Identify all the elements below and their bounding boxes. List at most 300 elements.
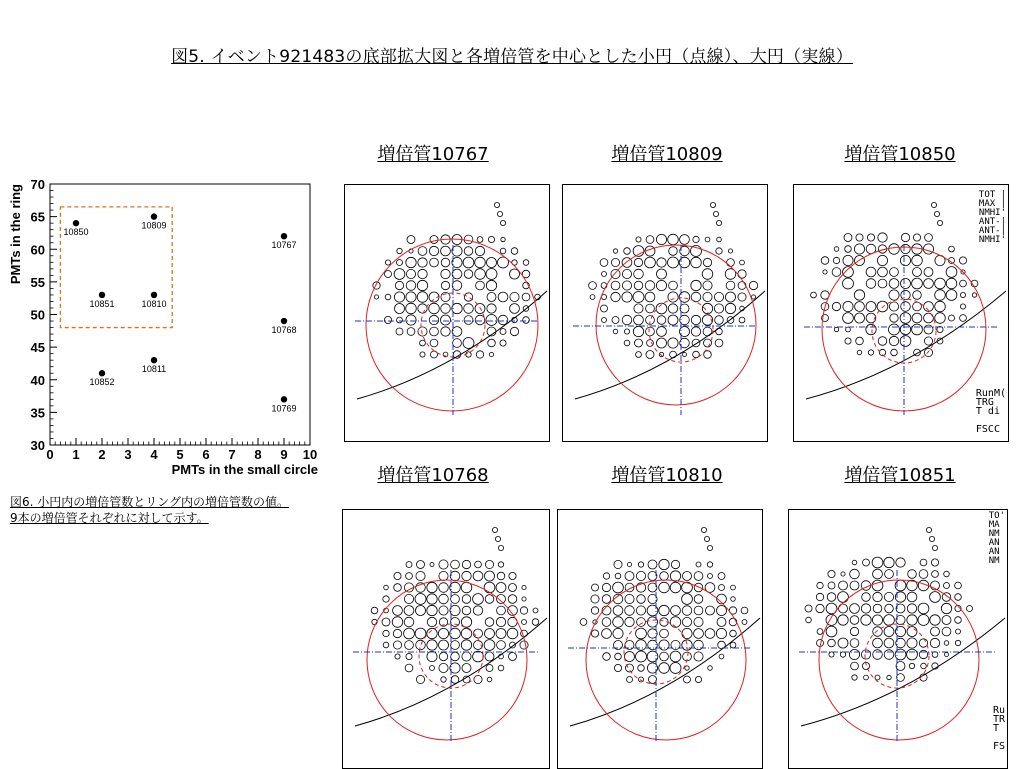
pmt-hit-circle [580, 619, 587, 626]
pmt-hit-circle [637, 618, 646, 627]
pmt-hit-circle [417, 280, 427, 290]
pmt-hit-circle [908, 570, 917, 579]
pmt-hit-circle [383, 596, 389, 602]
x-tick-label: 8 [254, 447, 262, 462]
pmt-hit-circle [884, 650, 894, 660]
pmt-hit-circle [406, 257, 416, 267]
pmt-hit-circle [680, 235, 690, 245]
pmt-hit-circle [500, 220, 505, 225]
pmt-hit-circle [945, 653, 949, 657]
pmt-hit-circle [816, 593, 823, 600]
pmt-hit-circle [625, 572, 634, 581]
pmt-hit-circle [441, 258, 450, 267]
pmt-hit-circle [715, 339, 723, 347]
pmt-hit-circle [838, 638, 848, 648]
pmt-hit-circle [725, 303, 735, 313]
pmt-hit-circle [931, 202, 936, 207]
pmt-hit-circle [855, 313, 865, 323]
pmt-hit-circle [856, 337, 864, 345]
pmt-hit-circle [668, 338, 678, 348]
pmt-hit-circle [498, 665, 504, 671]
pmt-hit-circle [889, 336, 898, 345]
pmt-hit-circle [474, 629, 483, 638]
pmt-hit-circle [718, 573, 725, 580]
pmt-hit-circle [705, 237, 710, 242]
pmt-hit-circle [844, 234, 852, 242]
pmt-hit-circle [603, 653, 611, 661]
pmt-hit-circle [612, 317, 619, 324]
pmt-hit-circle [838, 592, 849, 603]
pmt-hit-circle [634, 269, 644, 279]
pmt-hit-circle [913, 291, 922, 300]
boundary-curve [806, 291, 1006, 399]
pmt-hit-circle [497, 606, 506, 615]
pmt-hit-circle [497, 595, 506, 604]
pmt-hit-circle [862, 593, 871, 602]
pmt-hit-circle [494, 202, 499, 207]
pmt-hit-circle [931, 627, 940, 636]
pmt-hit-circle [930, 592, 941, 603]
data-point-10768 [281, 318, 287, 324]
pmt-hit-circle [935, 278, 946, 289]
pmt-hit-circle [828, 570, 835, 577]
pmt-hit-circle [485, 629, 495, 639]
pmt-hit-circle [613, 617, 624, 628]
event-panel-10851 [788, 509, 1008, 769]
pmt-hit-circle [406, 573, 413, 580]
pmt-hit-circle [843, 267, 854, 278]
pmt-hit-circle [907, 627, 917, 637]
pmt-hit-circle [451, 560, 460, 569]
pmt-hit-circle [694, 583, 703, 592]
pmt-hit-circle [873, 638, 883, 648]
pmt-hit-circle [873, 650, 883, 660]
pmt-hit-circle [710, 202, 715, 207]
pmt-hit-circle [682, 617, 691, 626]
pmt-hit-circle [889, 290, 899, 300]
pmt-hit-circle [416, 571, 425, 580]
pmt-hit-circle [937, 220, 942, 225]
event-panel-10810 [557, 509, 763, 769]
pmt-hit-circle [394, 584, 402, 592]
pmt-hit-circle [406, 281, 416, 291]
pmt-hit-circle [473, 651, 484, 662]
pmt-hit-circle [393, 606, 403, 616]
pmt-hit-circle [852, 675, 857, 680]
pmt-hit-circle [695, 676, 701, 682]
large-ring [366, 239, 538, 411]
pmt-hit-circle [717, 606, 727, 616]
data-point-10810 [151, 292, 157, 298]
pmt-hit-circle [406, 292, 416, 302]
pmt-hit-circle [669, 247, 678, 256]
pmt-hit-circle [839, 604, 848, 613]
pmt-hit-circle [670, 663, 681, 674]
pmt-hit-circle [418, 269, 427, 278]
pmt-hit-circle [395, 304, 405, 314]
pmt-hit-circle [636, 606, 645, 615]
pmt-hit-circle [946, 290, 957, 301]
pmt-hit-circle [591, 595, 599, 603]
pmt-hit-circle [487, 293, 496, 302]
pmt-hit-circle [921, 663, 927, 669]
pmt-hit-circle [406, 562, 412, 568]
pmt-hit-circle [464, 247, 473, 256]
pmt-hit-circle [960, 304, 965, 309]
pmt-hit-circle [656, 280, 666, 290]
y-tick-label: 55 [30, 274, 45, 290]
pmt-hit-circle [395, 281, 403, 289]
data-point-10769 [281, 396, 287, 402]
pmt-hit-circle [960, 280, 967, 287]
pmt-hit-circle [500, 329, 506, 335]
pmt-hit-circle [625, 617, 634, 626]
pmt-hit-circle [649, 676, 657, 684]
pmt-hit-circle [498, 315, 508, 325]
pmt-hit-circle [717, 618, 726, 627]
pmt-hit-circle [884, 638, 894, 648]
pmt-hit-circle [627, 677, 633, 683]
pmt-hit-circle [404, 594, 413, 603]
panel-title-10809: 増倍管10809 [611, 144, 723, 165]
pmt-hit-circle [845, 246, 852, 253]
pmt-hit-circle [416, 640, 426, 650]
pmt-hit-circle [696, 562, 701, 567]
pmt-hit-circle [955, 582, 962, 589]
pmt-hit-circle [624, 340, 630, 346]
pmt-hit-circle [719, 585, 725, 591]
pmt-hit-circle [622, 281, 631, 290]
pmt-hit-circle [942, 627, 951, 636]
pmt-hit-circle [701, 527, 706, 532]
pmt-hit-circle [439, 640, 449, 650]
pmt-hit-circle [431, 351, 438, 358]
pmt-hit-circle [930, 638, 939, 647]
pmt-hit-circle [625, 594, 634, 603]
pmt-hit-circle [946, 278, 957, 289]
pmt-hit-circle [854, 244, 864, 254]
pmt-hit-circle [901, 233, 909, 241]
pmt-hit-circle [929, 536, 934, 541]
pmt-hit-circle [884, 557, 894, 567]
pmt-hit-circle [497, 572, 505, 580]
pmt-hit-circle [703, 281, 712, 290]
pmt-hit-circle [683, 572, 692, 581]
pmt-hit-circle [484, 640, 495, 651]
caption-line-2: 9本の増倍管それぞれに対して示す。 [10, 511, 209, 525]
pmt-hit-circle [684, 676, 691, 683]
pmt-hit-circle [878, 267, 888, 277]
pmt-hit-circle [682, 640, 692, 650]
pmt-hit-circle [949, 246, 955, 252]
pmt-hit-circle [496, 629, 506, 639]
pmt-hit-circle [475, 315, 485, 325]
pmt-hit-circle [706, 606, 715, 615]
pmt-hit-circle [396, 328, 403, 335]
pmt-hit-circle [749, 281, 757, 289]
pmt-hit-circle [900, 255, 910, 265]
pmt-hit-circle [473, 571, 483, 581]
pmt-hit-circle [476, 351, 483, 358]
pmt-hit-circle [486, 315, 497, 326]
pmt-hit-circle [694, 629, 704, 639]
pmt-hit-circle [851, 662, 859, 670]
pmt-hit-circle [944, 641, 949, 646]
pmt-hit-circle [427, 628, 437, 638]
pmt-hit-circle [405, 641, 414, 650]
pmt-hit-circle [394, 572, 401, 579]
event-panel-10768 [342, 509, 550, 769]
pmt-hit-circle [420, 340, 426, 346]
pmt-hit-circle [912, 255, 923, 266]
pmt-hit-circle [742, 620, 747, 625]
pmt-hit-circle [522, 585, 526, 589]
pmt-hit-circle [935, 313, 946, 324]
pmt-hit-circle [439, 583, 449, 593]
pmt-hit-circle [627, 562, 631, 566]
pmt-hit-circle [900, 336, 911, 347]
y-tick-label: 40 [30, 372, 45, 388]
pmt-hit-circle [864, 675, 869, 680]
figure-6-caption [10, 494, 289, 526]
pmt-hit-circle [972, 293, 976, 297]
pmt-hit-circle [817, 629, 823, 635]
pmt-hit-circle [924, 325, 933, 334]
pmt-hit-circle [826, 626, 837, 637]
point-label-10852: 10852 [89, 377, 115, 388]
pmt-hit-circle [919, 639, 927, 647]
pmt-hit-circle [646, 327, 655, 336]
pmt-hit-circle [873, 592, 882, 601]
pmt-hit-circle [473, 594, 484, 605]
pmt-hit-circle [656, 234, 666, 244]
pmt-hit-circle [873, 569, 883, 579]
pmt-hit-circle [611, 281, 620, 290]
pmt-hit-circle [668, 292, 678, 302]
pmt-hit-circle [441, 304, 451, 314]
pmt-hit-circle [924, 279, 934, 289]
pmt-hit-circle [385, 271, 392, 278]
pmt-hit-circle [625, 606, 635, 616]
pmt-hit-circle [738, 282, 746, 290]
pmt-hit-circle [487, 677, 492, 682]
pmt-hit-circle [846, 327, 851, 332]
pmt-hit-circle [907, 615, 917, 625]
pmt-hit-circle [912, 313, 922, 323]
pmt-hit-circle [857, 350, 862, 355]
pmt-hit-circle [646, 351, 654, 359]
pmt-hit-circle [406, 653, 412, 659]
pmt-hit-circle [508, 595, 517, 604]
pmt-hit-circle [497, 211, 502, 216]
pmt-hit-circle [427, 617, 436, 626]
pmt-hit-circle [855, 302, 865, 312]
pmt-hit-circle [861, 615, 871, 625]
pmt-hit-circle [475, 246, 484, 255]
pmt-hit-circle [839, 581, 848, 590]
panel-title-10768: 増倍管10768 [377, 465, 489, 486]
pmt-hit-circle [522, 597, 526, 601]
pmt-hit-circle [415, 594, 426, 605]
pmt-hit-circle [821, 257, 829, 265]
pmt-hit-circle [392, 617, 403, 628]
pmt-hit-circle [645, 257, 656, 268]
pmt-hit-circle [913, 302, 922, 311]
boundary-curve [575, 291, 765, 399]
pmt-hit-circle [944, 571, 950, 577]
pmt-hit-circle [591, 630, 598, 637]
pmt-hit-circle [385, 294, 391, 300]
pmt-hit-circle [613, 249, 617, 253]
pmt-hit-circle [861, 650, 870, 659]
pmt-hit-circle [714, 304, 723, 313]
pmt-hit-circle [476, 281, 485, 290]
pmt-hit-circle [907, 604, 916, 613]
pmt-hit-circle [885, 570, 894, 579]
data-point-10809 [151, 213, 157, 219]
pmt-hit-circle [670, 651, 681, 662]
pmt-hit-circle [441, 327, 450, 336]
pmt-hit-circle [636, 640, 647, 651]
pmt-hit-circle [878, 337, 887, 346]
pmt-hit-circle [374, 295, 378, 299]
pmt-hit-circle [829, 652, 834, 657]
x-tick-label: 4 [150, 447, 158, 462]
pmt-hit-circle [925, 234, 933, 242]
pmt-hit-circle [845, 338, 851, 344]
pmt-hit-circle [866, 302, 876, 312]
pmt-hit-circle [691, 257, 702, 268]
data-point-10852 [99, 370, 105, 376]
pmt-hit-circle [694, 606, 703, 615]
pmt-hit-circle [636, 571, 645, 580]
pmt-hit-circle [854, 290, 864, 300]
pmt-hit-circle [900, 324, 910, 334]
pmt-hit-circle [884, 592, 893, 601]
pmt-hit-circle [934, 211, 939, 216]
pmt-hit-circle [907, 592, 917, 602]
pmt-hit-circle [592, 584, 599, 591]
pmt-hit-circle [613, 628, 623, 638]
pmt-hit-circle [660, 629, 669, 638]
pmt-hit-circle [600, 259, 608, 267]
pmt-hit-circle [884, 627, 894, 637]
pmt-hit-circle [615, 573, 621, 579]
pmt-hit-circle [416, 606, 426, 616]
pmt-hit-circle [648, 560, 657, 569]
pmt-hit-circle [657, 269, 667, 279]
pmt-hit-circle [659, 663, 670, 674]
pmt-hit-circle [868, 350, 873, 355]
panel-info-top-10850: TOT | MAX | NMHI' ANT-| ANT-| NMHI' [978, 190, 1006, 245]
pmt-hit-circle [832, 268, 841, 277]
pmt-hit-circle [843, 278, 854, 289]
pmt-hit-circle [453, 339, 462, 348]
pmt-hit-circle [833, 257, 839, 263]
pmt-hit-circle [416, 675, 424, 683]
y-tick-label: 30 [30, 438, 45, 453]
panel-title-10851: 増倍管10851 [844, 465, 956, 486]
pmt-hit-circle [418, 327, 427, 336]
pmt-hit-circle [694, 652, 703, 661]
pmt-hit-circle [817, 582, 823, 588]
pmt-hit-circle [450, 571, 460, 581]
panel-info-top-10851: TO' MA NM AN AN NM [988, 511, 1005, 566]
pmt-hit-circle [838, 615, 848, 625]
pmt-hit-circle [489, 352, 493, 356]
pmt-hit-circle [509, 584, 517, 592]
pmt-hit-circle [511, 248, 518, 255]
pmt-hit-circle [645, 292, 655, 302]
pmt-hit-circle [708, 666, 713, 671]
pmt-hit-circle [657, 338, 667, 348]
pmt-hit-circle [850, 639, 859, 648]
pmt-hit-circle [932, 571, 939, 578]
pmt-hit-circle [405, 664, 413, 672]
pmt-hit-circle [907, 649, 918, 660]
pmt-hit-circle [646, 304, 655, 313]
panel-title-10850: 増倍管10850 [844, 144, 956, 165]
pmt-hit-circle [705, 629, 715, 639]
pmt-hit-circle [427, 594, 437, 604]
pmt-hit-circle [589, 282, 597, 290]
pmt-hit-circle [611, 258, 619, 266]
pmt-hit-circle [956, 629, 961, 634]
pmt-hit-circle [909, 663, 914, 668]
pmt-hit-circle [867, 234, 874, 241]
pmt-hit-circle [730, 642, 736, 648]
pmt-hit-circle [932, 545, 937, 550]
pmt-hit-circle [702, 269, 713, 280]
pmt-hit-circle [462, 571, 471, 580]
pmt-hit-circle [393, 629, 401, 637]
panel-title-10810: 増倍管10810 [611, 465, 723, 486]
pmt-hit-circle [461, 617, 471, 627]
pmt-hit-circle [625, 652, 635, 662]
pmt-hit-circle [492, 527, 497, 532]
pmt-hit-circle [738, 270, 746, 278]
pmt-hit-circle [887, 675, 891, 679]
pmt-hit-circle [704, 536, 709, 541]
pmt-hit-circle [441, 677, 446, 682]
pmt-hit-circle [751, 295, 755, 299]
pmt-hit-circle [707, 562, 712, 567]
pmt-hit-circle [463, 257, 474, 268]
pmt-hit-circle [901, 244, 910, 253]
pmt-hit-circle [613, 329, 618, 334]
y-tick-label: 45 [30, 340, 45, 356]
pmt-hit-circle [464, 304, 474, 314]
pmt-hit-circle [806, 617, 812, 623]
pmt-hit-circle [523, 317, 530, 324]
x-axis-label: PMTs in the small circle [171, 462, 318, 477]
pmt-hit-circle [451, 652, 460, 661]
pmt-hit-circle [394, 269, 405, 280]
pmt-hit-circle [418, 258, 427, 267]
pmt-hit-circle [638, 562, 643, 567]
y-tick-label: 50 [30, 307, 45, 323]
pmt-hit-circle [693, 236, 699, 242]
pmt-hit-circle [520, 641, 528, 649]
pmt-hit-circle [384, 316, 391, 323]
pmt-hit-circle [384, 585, 389, 590]
pmt-hit-circle [913, 234, 920, 241]
pmt-hit-circle [473, 606, 482, 615]
pmt-hit-circle [522, 620, 527, 625]
pmt-hit-circle [602, 583, 610, 591]
panel-info-bottom-10851: Ru TR T FS [992, 705, 1005, 752]
pmt-hit-circle [935, 301, 946, 312]
